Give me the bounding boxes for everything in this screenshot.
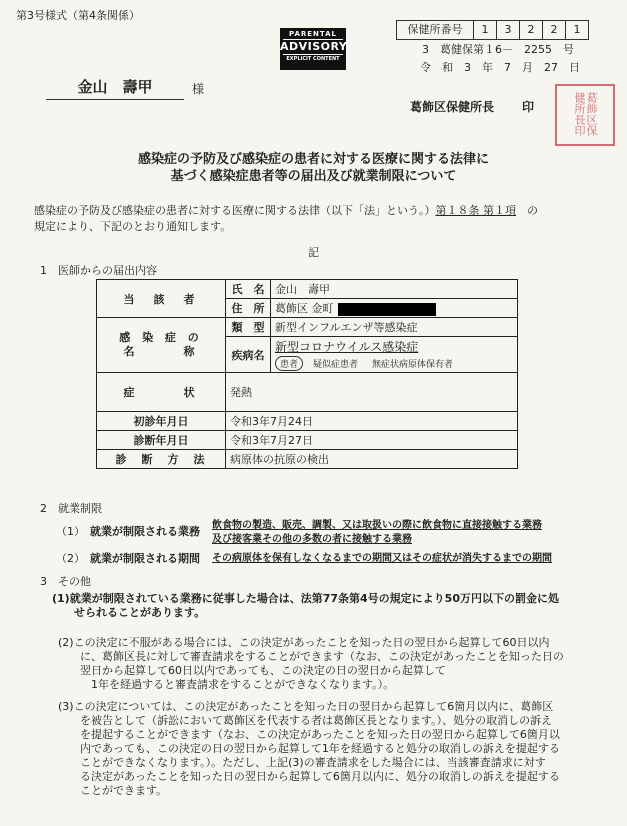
form-number: 第3号様式（第4条関係） bbox=[16, 9, 140, 22]
restriction-item1-value bbox=[212, 519, 542, 547]
note3-line: 内であっても、この決定の日の翌日から起算して1年を経過すると処分の取消しの訴えを提起する bbox=[58, 742, 560, 755]
intro-text-c: の bbox=[527, 204, 538, 217]
address-label: 住 所 bbox=[226, 299, 271, 318]
disease-name-value: 新型コロナウイルス感染症 bbox=[275, 340, 419, 354]
note1-line: (1)就業が制限されている業務に従事した場合は、法第77条第4号の規定により50万円以下の罰金に処 bbox=[52, 592, 559, 605]
type-value: 新型インフルエンザ等感染症 bbox=[271, 318, 518, 337]
option-suspected: 疑似症患者 bbox=[313, 360, 359, 370]
disease-label: 感 染 症 の 名 称 bbox=[97, 318, 226, 373]
note2-line: (2)この決定に不服がある場合には、この決定があったことを知った日の翌日から起算して60日以内 bbox=[58, 636, 550, 649]
restriction-item1-num: （1） bbox=[56, 525, 85, 538]
diagnosis-date-label: 診断年月日 bbox=[97, 431, 226, 450]
issuer-title: 葛飾区保健所長 bbox=[410, 100, 495, 114]
note-paragraph-1 bbox=[52, 592, 559, 620]
note3-line: (3)この決定については、この決定があったことを知った日の翌日から起算して6箇月以内に、葛飾区 bbox=[58, 700, 554, 713]
section3-heading: 3 その他 bbox=[40, 575, 91, 588]
note3-line: る決定があったことを知った日の翌日から起算して6箇月以内に、処分の取消しの訴えを提起する bbox=[58, 770, 560, 783]
note-paragraph-3 bbox=[58, 700, 560, 798]
hc-digit: 2 bbox=[520, 21, 543, 39]
addressee-name: 金山 壽甲 bbox=[46, 76, 184, 100]
first-visit-label: 初診年月日 bbox=[97, 412, 226, 431]
address-cell bbox=[271, 299, 518, 318]
advisory-line2: ADVISORY bbox=[280, 40, 348, 53]
restriction-item1-label: 就業が制限される業務 bbox=[90, 525, 200, 538]
restriction-item2-text: その病原体を保有しなくなるまでの期間又はその症状が消失するまでの期間 bbox=[212, 553, 552, 564]
first-visit-value: 令和3年7月24日 bbox=[226, 412, 518, 431]
note2-line: 1年を経過すると審査請求をすることができなくなります。）。 bbox=[58, 678, 395, 691]
seal-text: 葛飾区保健所長印 bbox=[573, 92, 598, 136]
document-title-line1: 感染症の予防及び感染症の患者に対する医療に関する法律に bbox=[137, 152, 489, 167]
intro-paragraph bbox=[34, 203, 538, 235]
health-center-number-box bbox=[396, 20, 589, 40]
section1-heading: 1 医師からの届出内容 bbox=[40, 264, 157, 277]
diagnosis-date-value: 令和3年7月27日 bbox=[226, 431, 518, 450]
option-asymptomatic: 無症状病原体保有者 bbox=[372, 360, 454, 370]
parental-advisory-logo bbox=[280, 28, 346, 70]
note3-line: ことができます。 bbox=[58, 784, 168, 797]
note1-line: せられることがあります。 bbox=[52, 606, 206, 619]
note3-line: を提起することができます（なお、この決定があったことを知った日の翌日から起算して6箇月以 bbox=[58, 728, 560, 741]
note-paragraph-2 bbox=[58, 636, 564, 692]
redaction-bar bbox=[338, 303, 436, 316]
disease-name-label: 疾病名 bbox=[226, 337, 271, 373]
diagnosis-method-value: 病原体の抗原の検出 bbox=[226, 450, 518, 469]
intro-line2: 規定により、下記のとおり通知します。 bbox=[34, 220, 232, 233]
hc-digit: 3 bbox=[497, 21, 520, 39]
issuer-name bbox=[410, 98, 534, 115]
official-seal bbox=[555, 84, 615, 146]
hc-digit: 2 bbox=[543, 21, 566, 39]
name-value: 金山 壽甲 bbox=[271, 280, 518, 299]
health-center-number-label: 保健所番号 bbox=[397, 21, 474, 39]
address-value: 葛飾区 金町 bbox=[275, 302, 334, 315]
note3-line: を被告として（訴訟において葛飾区を代表する者は葛飾区長となります。）、処分の取消しの訴え bbox=[58, 714, 553, 727]
document-number: 3 葛健保第１6－ 2255 号 bbox=[422, 43, 574, 56]
type-label: 類 型 bbox=[226, 318, 271, 337]
restriction-item1-line1: 飲食物の製造、販売、調製、又は取扱いの際に飲食物に直接接触する業務 bbox=[212, 520, 542, 531]
restriction-item2-value bbox=[212, 552, 552, 566]
symptom-value: 発熱 bbox=[226, 373, 518, 412]
intro-text-a: 感染症の予防及び感染症の患者に対する医療に関する法律（以下「法」という。） bbox=[34, 204, 436, 217]
name-label: 氏 名 bbox=[226, 280, 271, 299]
patient-category-options bbox=[275, 356, 513, 371]
symptom-label: 症 状 bbox=[97, 373, 226, 412]
hc-digit: 1 bbox=[573, 23, 581, 36]
diagnosis-method-label: 診 断 方 法 bbox=[97, 450, 226, 469]
restriction-item2-label: 就業が制限される期間 bbox=[90, 552, 200, 565]
hc-digit: 1 bbox=[474, 21, 497, 39]
document-title-line2: 基づく感染症患者等の届出及び就業制限について bbox=[170, 169, 457, 184]
disease-name-cell bbox=[271, 337, 518, 373]
advisory-line1: PARENTAL bbox=[283, 30, 343, 40]
advisory-line3: EXPLICIT CONTENT bbox=[283, 54, 343, 63]
ki-marker: 記 bbox=[308, 246, 319, 259]
honorific: 様 bbox=[192, 82, 205, 96]
note2-line: 翌日から起算して60日以内であっても、この決定の日の翌日から起算して bbox=[58, 664, 446, 677]
patient-label: 当 該 者 bbox=[97, 280, 226, 318]
restriction-item2-num: （2） bbox=[56, 552, 85, 565]
option-patient-circled: 患者 bbox=[275, 356, 303, 371]
document-date: 令 和 3 年 7 月 27 日 bbox=[420, 61, 580, 74]
note3-line: ことができなくなります。）。ただし、上記(3)の審査請求をした場合には、当該審査請求に対す bbox=[58, 756, 546, 769]
note2-line: に、葛飾区長に対して審査請求をすることができます（なお、この決定があったことを知った日の bbox=[58, 650, 564, 663]
notification-table bbox=[96, 279, 518, 469]
section2-heading: 2 就業制限 bbox=[40, 502, 102, 515]
intro-article: 第１８条 第１項 bbox=[435, 204, 516, 217]
restriction-item1-line2: 及び接客業その他の多数の者に接触する業務 bbox=[212, 534, 412, 545]
seal-mark-char: 印 bbox=[522, 100, 535, 114]
